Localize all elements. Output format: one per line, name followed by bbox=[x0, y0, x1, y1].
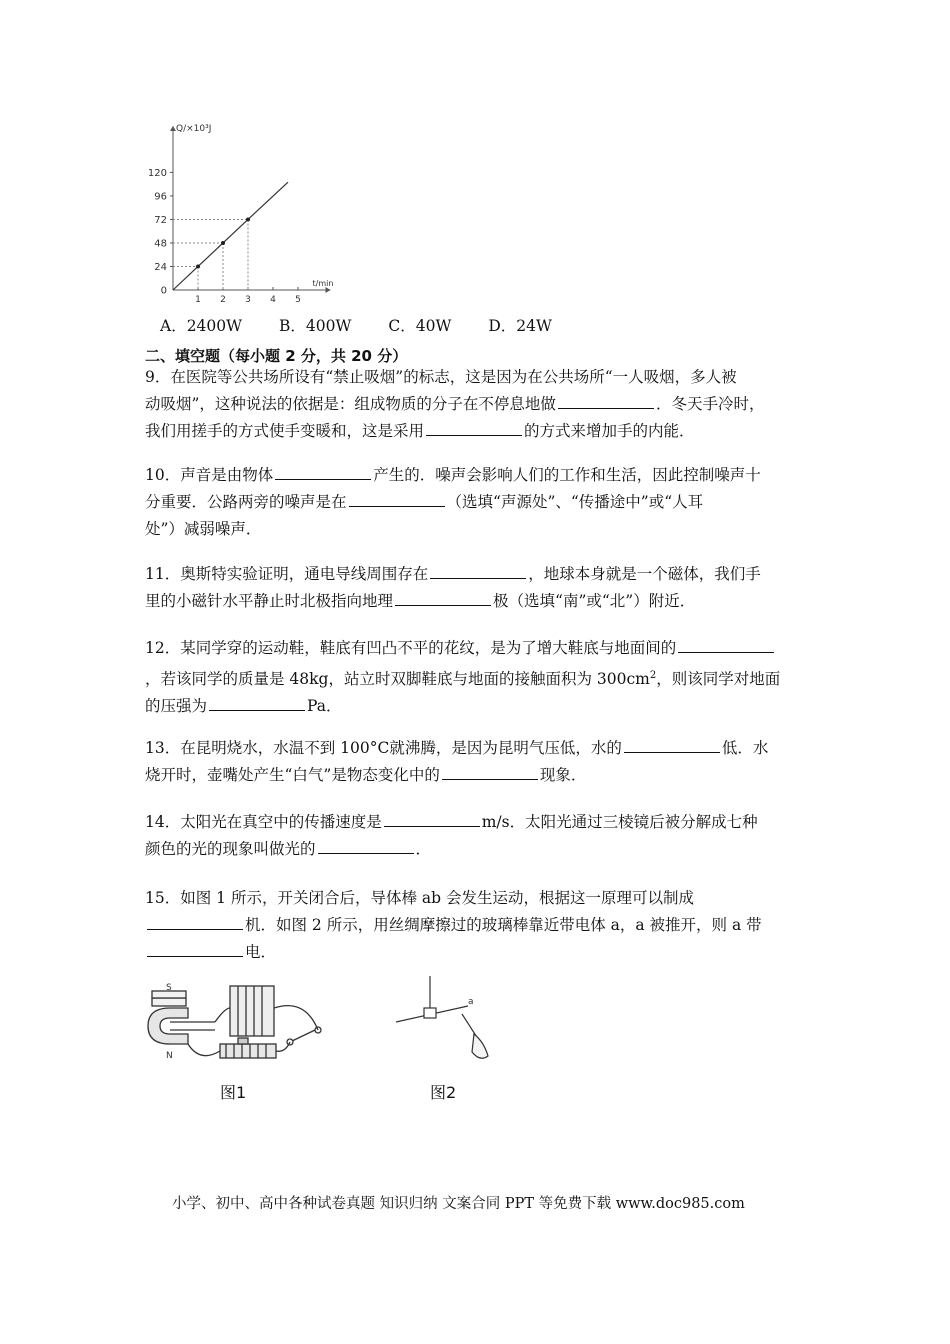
x-tick-label-1: 1 bbox=[195, 295, 201, 305]
q10-blank-1[interactable] bbox=[275, 478, 371, 480]
section-title: 二、填空题（每小题 2 分，共 20 分） bbox=[145, 347, 408, 365]
x-tick-label-5: 5 bbox=[295, 295, 301, 305]
q15-blank-2[interactable] bbox=[147, 955, 243, 957]
fig1-label-n: N bbox=[166, 1051, 173, 1061]
question-11 bbox=[145, 561, 761, 615]
horseshoe-magnet-icon bbox=[148, 1008, 188, 1044]
q12-blank-2[interactable] bbox=[209, 709, 305, 711]
q9-line1: 9．在医院等公共场所设有“禁止吸烟”的标志，这是因为在公共场所“一人吸烟，多人被 bbox=[145, 368, 737, 386]
y-tick-label-48: 48 bbox=[154, 238, 167, 250]
q14-line1: 14．太阳光在真空中的传播速度是 m/s．太阳光通过三棱镜后被分解成七种 bbox=[145, 813, 758, 831]
q10-blank-2[interactable] bbox=[349, 505, 445, 507]
y-tick-label-72: 72 bbox=[154, 214, 167, 226]
q13-blank-1[interactable] bbox=[624, 751, 720, 753]
q11-blank-1[interactable] bbox=[430, 577, 526, 579]
q11-line2: 里的小磁针水平静止时北极指向地理 极（选填“南”或“北”）附近． bbox=[145, 592, 696, 610]
option-c[interactable]: C．40W bbox=[388, 317, 452, 335]
q14-blank-2[interactable] bbox=[318, 852, 414, 854]
answer-options bbox=[160, 313, 552, 340]
y-tick-label-120: 120 bbox=[147, 167, 167, 179]
y-tick-label-0: 0 bbox=[160, 285, 167, 297]
figure-1-caption: 图1 bbox=[220, 1083, 247, 1102]
figure-2-charged-rod bbox=[388, 970, 508, 1108]
x-tick-label-3: 3 bbox=[245, 295, 251, 305]
y-tick-label-96: 96 bbox=[154, 191, 167, 203]
x-axis-label: t/min bbox=[312, 279, 334, 288]
q9-line2: 动吸烟”，这种说法的依据是：组成物质的分子在不停息地做 ．冬天手冷时， bbox=[145, 395, 765, 413]
q12-line1: 12．某同学穿的运动鞋，鞋底有凹凸不平的花纹，是为了增大鞋底与地面间的 bbox=[145, 635, 780, 662]
figure-2-caption: 图2 bbox=[430, 1083, 457, 1102]
q14-blank-1[interactable] bbox=[384, 825, 480, 827]
q15-line1: 15．如图 1 所示，开关闭合后，导体棒 ab 会发生运动，根据这一原理可以制成 bbox=[145, 889, 694, 907]
x-tick-label-2: 2 bbox=[220, 295, 226, 305]
battery-box-icon bbox=[230, 986, 274, 1036]
q11-line1: 11．奥斯特实验证明，通电导线周围存在 ，地球本身就是一个磁体，我们手 bbox=[145, 565, 761, 583]
y-tick-label-24: 24 bbox=[154, 261, 167, 273]
q14-line2: 颜色的光的现象叫做光的 ． bbox=[145, 840, 432, 858]
x-tick-label-4: 4 bbox=[270, 295, 276, 305]
option-a[interactable]: A．2400W bbox=[160, 317, 243, 335]
q10-line3: 处”）减弱噪声． bbox=[145, 520, 262, 538]
q10-line2: 分重要．公路两旁的噪声是在 （选填“声源处”、“传播途中”或“人耳 bbox=[145, 493, 704, 511]
rheostat-icon bbox=[220, 1044, 276, 1058]
heat-time-chart bbox=[140, 118, 370, 318]
q13-line2: 烧开时，壶嘴处产生“白气”是物态变化中的 现象． bbox=[145, 766, 587, 784]
q15-line3: 电． bbox=[145, 939, 762, 966]
q11-blank-2[interactable] bbox=[395, 604, 491, 606]
option-d[interactable]: D．24W bbox=[488, 317, 552, 335]
switch-icon bbox=[290, 1030, 315, 1042]
question-15 bbox=[145, 885, 762, 966]
fig1-label-s: S bbox=[166, 983, 172, 993]
question-10 bbox=[145, 462, 761, 543]
q10-line1: 10．声音是由物体 产生的．噪声会影响人们的工作和生活，因此控制噪声十 bbox=[145, 466, 761, 484]
q9-blank-2[interactable] bbox=[426, 434, 522, 436]
q9-line3: 我们用搓手的方式使手变暖和，这是采用 的方式来增加手的内能． bbox=[145, 422, 695, 440]
series-line bbox=[173, 182, 288, 290]
fig2-label-a: a bbox=[468, 997, 474, 1007]
figure-1-motor-apparatus bbox=[140, 978, 340, 1108]
q13-blank-2[interactable] bbox=[442, 778, 538, 780]
q12-blank-1[interactable] bbox=[678, 651, 774, 653]
q15-blank-1[interactable] bbox=[147, 928, 243, 930]
data-point-2 bbox=[246, 217, 250, 221]
question-14 bbox=[145, 809, 758, 863]
q12-line2: ，若该同学的质量是 48kg，站立时双脚鞋底与地面的接触面积为 $300cm^2$，则该同学对地面 bbox=[145, 670, 781, 689]
y-axis-label: Q/×10³J bbox=[176, 124, 212, 134]
question-9 bbox=[145, 364, 764, 445]
q15-line2: 机．如图 2 所示，用丝绸摩擦过的玻璃棒靠近带电体 a，a 被推开，则 a 带 bbox=[145, 912, 762, 939]
question-12 bbox=[145, 635, 780, 720]
hand-icon bbox=[472, 1034, 488, 1058]
q9-blank-1[interactable] bbox=[558, 407, 654, 409]
question-13 bbox=[145, 735, 768, 789]
q13-line1: 13．在昆明烧水，水温不到 100°C就沸腾，是因为昆明气压低，水的 低．水 bbox=[145, 739, 769, 757]
page-footer: 小学、初中、高中各种试卷真题 知识归纳 文案合同 PPT 等免费下载 www.doc985.com bbox=[172, 1196, 745, 1212]
data-point-1 bbox=[221, 241, 225, 245]
option-b[interactable]: B．400W bbox=[279, 317, 352, 335]
data-point-0 bbox=[196, 264, 200, 268]
q12-line3: 的压强为 Pa． bbox=[145, 697, 342, 716]
